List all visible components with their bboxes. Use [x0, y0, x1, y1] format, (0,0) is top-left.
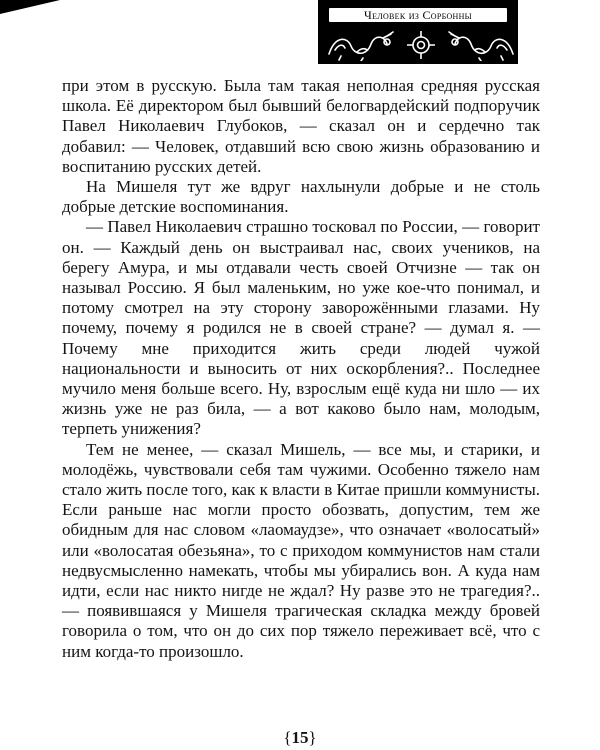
page-number-value: 15 [291, 728, 309, 747]
page-body-text [62, 76, 540, 662]
page-number-brace-left: { [283, 728, 292, 747]
running-header [318, 0, 518, 64]
dragon-frieze-icon [321, 28, 518, 62]
paragraph-3: — Павел Николаевич страшно тосковал по России, — говорит он. — Каждый день он выстраивал нас, своих учеников, на берегу Амура, и мы отдавали честь своей Отчизне — так он называл Россию. Я был маленьким, но уже кое-что понимал, и потому смотрел на эту сторону заворожёнными глазами. Ну почему, почему я родился не в своей стране? — думал я. — Почему мне приходится жить среди людей чужой национальности и выносить от них оскорбления?.. Последнее мучило меня больше всего. Ну, взрослым ещё куда ни шло — их жизнь уже не раз била, — а вот каково было нам, молодым, терпеть унижения? [62, 217, 540, 439]
paragraph-2: На Мишеля тут же вдруг нахлынули добрые и не столь добрые детские воспоминания. [62, 177, 540, 217]
paragraph-4: Тем не менее, — сказал Мишель, — все мы, и старики, и молодёжь, чувствовали себя там чужими. Особенно тяжело нам стало жить после того, как к власти в Китае пришли коммунисты. Если раньше нас могли просто обозвать, допустим, тем же обидным для нас словом «лаомаудзе», что означает «волосатый» или «волосатая обезьяна», то с приходом коммунистов нам стали недвусмысленно намекать, чтобы мы убирались вон. А куда нам идти, если нас никто нигде не ждал? Ну разве это не трагедия?.. — появившаяся у Мишеля трагическая складка между бровей говорила о том, что он до сих пор тяжело переживает всё, что с ним когда-то произошло. [62, 439, 540, 661]
running-title: Человек из Сорбонны [327, 6, 509, 24]
paragraph-1: при этом в русскую. Была там такая неполная средняя русская школа. Её директором был бывший белогвардейский подпоручик Павел Николаевич Глубоков, — сказал он и сердечно так добавил: — Человек, отдавший всю свою жизнь образованию и воспитанию русских детей. [62, 76, 540, 176]
page-number [0, 728, 600, 748]
page-number-brace-right: } [308, 728, 317, 747]
corner-ornament [0, 0, 60, 14]
